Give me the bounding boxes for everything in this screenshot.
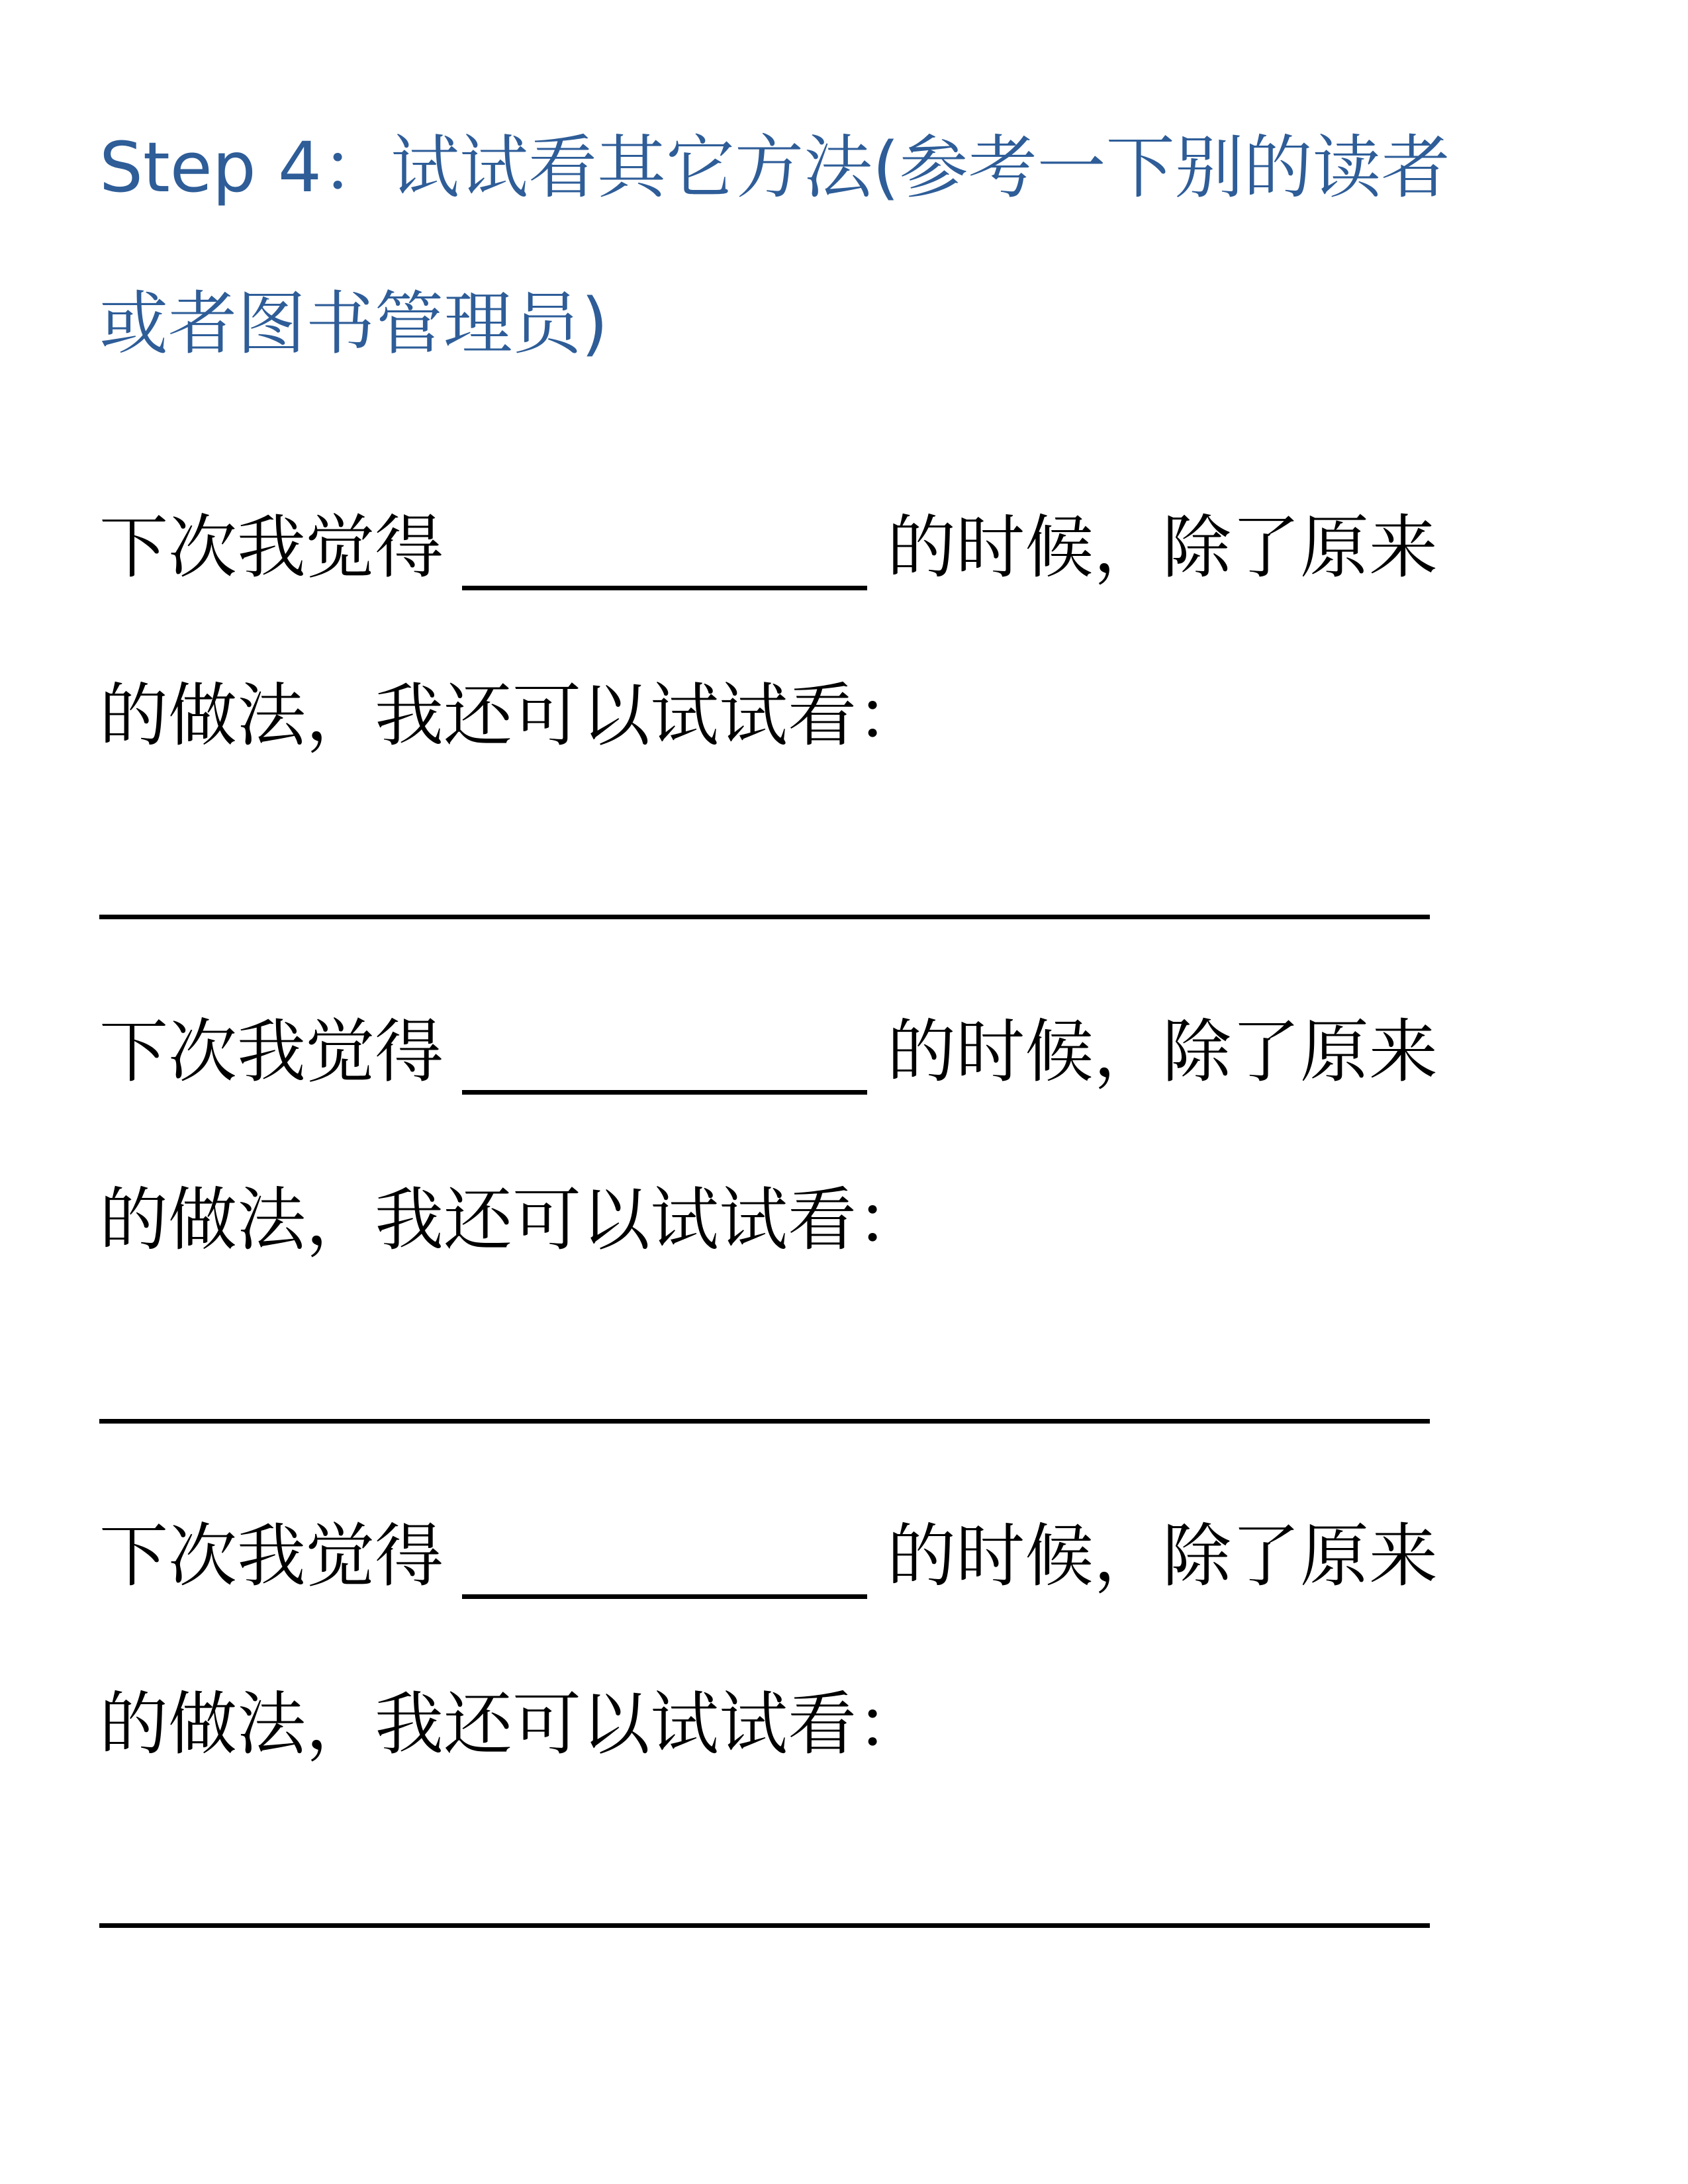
situation-blank-2[interactable] bbox=[462, 1019, 867, 1095]
answer-blank-1[interactable] bbox=[99, 915, 1430, 919]
prompt-sentence-line-1 bbox=[99, 504, 1438, 590]
prompt-sentence-line-2: 的做法，我还可以试试看： bbox=[99, 1684, 926, 1764]
prompt-text-before: 下次我觉得 bbox=[99, 507, 444, 588]
answer-blank-3[interactable] bbox=[99, 1923, 1430, 1928]
situation-blank-3[interactable] bbox=[462, 1523, 867, 1599]
prompt-sentence-line-2: 的做法，我还可以试试看： bbox=[99, 1179, 926, 1260]
step-heading-line-2: 或者图书管理员) bbox=[99, 283, 608, 364]
prompt-text-after: 的时候，除了原来 bbox=[887, 1011, 1438, 1092]
prompt-text-after: 的时候，除了原来 bbox=[887, 1516, 1438, 1596]
prompt-sentence-line-2: 的做法，我还可以试试看： bbox=[99, 675, 926, 756]
prompt-text-after: 的时候，除了原来 bbox=[887, 507, 1438, 588]
prompt-sentence-line-1 bbox=[99, 1513, 1438, 1599]
situation-blank-1[interactable] bbox=[462, 514, 867, 590]
answer-blank-2[interactable] bbox=[99, 1419, 1430, 1424]
step-heading-line-1: Step 4：试试看其它方法(参考一下别的读者 bbox=[99, 127, 1450, 208]
prompt-sentence-line-1 bbox=[99, 1009, 1438, 1095]
prompt-text-before: 下次我觉得 bbox=[99, 1011, 444, 1092]
prompt-text-before: 下次我觉得 bbox=[99, 1516, 444, 1596]
